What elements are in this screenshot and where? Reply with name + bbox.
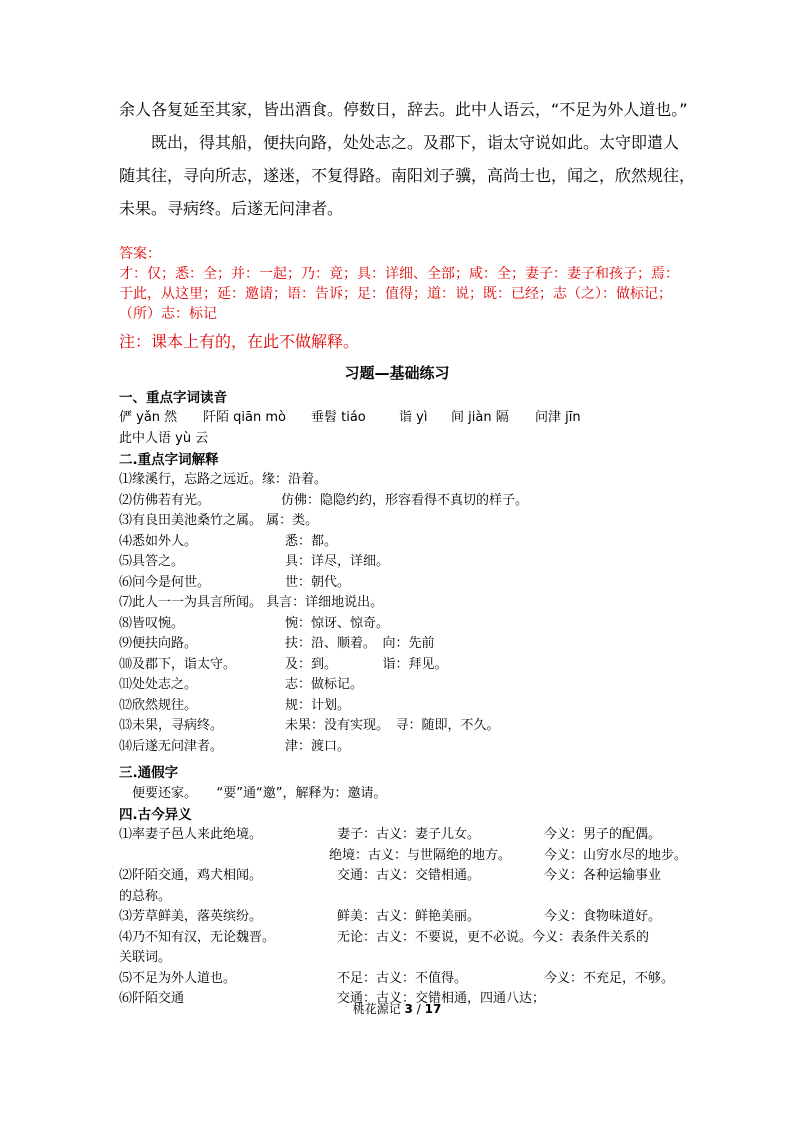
- ancient-meaning: 不足：古义：不值得。: [337, 970, 468, 986]
- ancient-meaning: 鲜美：古义：鲜艳美丽。: [337, 909, 481, 924]
- example-sentence: ⑴率妻子邑人来此绝境。: [119, 827, 263, 842]
- footer-separator: /: [416, 1002, 421, 1016]
- definition-meaning: 志：做标记。: [285, 677, 364, 692]
- section-heading-reading: 一、重点字词读音: [119, 390, 227, 406]
- definition-sentence: ⑷悉如外人。: [119, 533, 198, 549]
- example-sentence: ⑶芳草鲜美，落英缤纷。: [119, 909, 263, 924]
- definition-sentence: ⑼便扶向路。: [119, 636, 198, 651]
- definition-meaning: 津：渡口。: [285, 738, 351, 754]
- definition-sentence: ⑹问今是何世。: [119, 574, 211, 590]
- section-heading-ancient-modern: 四.古今异义: [119, 807, 192, 823]
- definition-sentence: ⒀未果，寻病终。: [119, 718, 224, 733]
- modern-meaning: 今义：食物味道好。: [544, 909, 662, 924]
- definition-meaning: 具：详尽，详细。: [285, 554, 390, 569]
- reading-item: 间 jiàn 隔: [451, 410, 509, 425]
- definition-sentence: ⑴缘溪行，忘路之远近。缘：沿着。: [119, 472, 328, 487]
- interchangeable-text: 便要还家。 “要”通“邀”，解释为：邀请。: [119, 786, 387, 801]
- example-sentence: ⑵阡陌交通，鸡犬相闻。: [119, 868, 263, 883]
- example-sentence: ⑷乃不知有汉，无论魏晋。: [119, 929, 276, 945]
- reading-item: 俨 yǎn 然: [119, 410, 178, 425]
- answer-line-1: 才：仅；悉：全；并：一起；乃：竟；具：详细、全部；咸：全；妻子：妻子和孩子；焉：: [119, 266, 679, 282]
- answer-line-3: （所）志：标记: [119, 306, 217, 322]
- definition-meaning: 及：到。 诣：拜见。: [285, 656, 448, 672]
- definition-sentence: ⑶有良田美池桑竹之属。 属：类。: [119, 513, 319, 528]
- footer-page-number: 3: [404, 1002, 413, 1016]
- example-sentence: ⑸不足为外人道也。: [119, 970, 237, 986]
- section-heading-interchangeable: 三.通假字: [119, 765, 179, 781]
- ancient-meaning: 无论：古义：不要说，更不必说。今义：表条件关系的: [337, 929, 650, 945]
- reading-item: 阡陌 qiān mò: [203, 410, 286, 425]
- footer-title: 桃花源记: [352, 1002, 401, 1016]
- answer-label: 答案：: [119, 246, 161, 262]
- definition-sentence: ⑺此人一一为具言所闻。 具言：详细地说出。: [119, 595, 384, 610]
- reading-item: 垂髫 tiáo: [311, 410, 366, 425]
- reading-item: 诣 yì: [399, 410, 428, 425]
- definition-meaning: 悉：都。: [285, 533, 338, 549]
- definition-sentence: ⑸具答之。: [119, 554, 185, 569]
- ancient-meaning: 交通：古义：交错相通。: [337, 868, 481, 883]
- answer-note: 注：课本上有的，在此不做解释。: [119, 332, 360, 351]
- passage-line-1: 余人各复延至其家，皆出酒食。停数日，辞去。此中人语云，“不足为外人道也。”: [119, 100, 688, 119]
- definition-sentence: ⒁后遂无问津者。: [119, 738, 224, 754]
- modern-meaning: 今义：男子的配偶。: [544, 827, 662, 842]
- passage-line-4: 未果。寻病终。后遂无问津者。: [119, 199, 344, 218]
- example-sentence: ⑹阡陌交通: [119, 991, 185, 1006]
- ancient-meaning: 交通：古义：交错相通，四通八达；: [337, 991, 546, 1006]
- modern-meaning: 今义：各种运输事业: [544, 868, 662, 883]
- ancient-meaning: 绝境：古义：与世隔绝的地方。: [329, 847, 512, 863]
- page-footer: [0, 1000, 794, 1017]
- answer-line-2: 于此，从这里；延：邀请；语：告诉；足：值得；道：说；既：已经；志（之）：做标记；: [119, 286, 672, 302]
- passage-line-2: 既出，得其船，便扶向路，处处志之。及郡下，诣太守说如此。太守即遣人: [119, 133, 680, 152]
- definition-meaning: 惋：惊讶、惊奇。: [285, 615, 390, 631]
- definition-sentence: ⑽及郡下，诣太守。: [119, 656, 237, 672]
- example-sentence: 关联词。: [119, 950, 172, 965]
- definition-sentence: ⑾处处志之。: [119, 677, 198, 692]
- ancient-meaning: 妻子：古义：妻子儿女。: [337, 827, 481, 842]
- definition-meaning: 仿佛：隐隐约约，形容看得不真切的样子。: [281, 492, 529, 508]
- definition-sentence: ⑵仿佛若有光。: [119, 492, 211, 508]
- modern-meaning: 今义：不充足，不够。: [544, 970, 675, 986]
- definition-meaning: 未果：没有实现。 寻：随即，不久。: [285, 718, 500, 733]
- example-sentence: 的总称。: [119, 888, 172, 904]
- definition-meaning: 世：朝代。: [285, 574, 351, 590]
- definition-meaning: 扶：沿、顺着。 向：先前: [285, 636, 435, 651]
- definition-meaning: 规：计划。: [285, 697, 351, 713]
- definition-sentence: ⑻皆叹惋。: [119, 615, 185, 631]
- footer-page-total: 17: [424, 1002, 442, 1016]
- exercise-title: 习题—基础练习: [344, 364, 450, 382]
- modern-meaning: 今义：山穷水尽的地步。: [544, 847, 688, 863]
- definition-sentence: ⑿欣然规往。: [119, 697, 198, 713]
- reading-item: 问津 jīn: [535, 410, 581, 425]
- passage-line-3: 随其往，寻向所志，遂迷，不复得路。南阳刘子骥，高尚士也，闻之，欣然规往，: [119, 166, 696, 185]
- reading-row-2: 此中人语 yù 云: [119, 431, 209, 446]
- section-heading-definitions: 二.重点字词解释: [119, 452, 219, 468]
